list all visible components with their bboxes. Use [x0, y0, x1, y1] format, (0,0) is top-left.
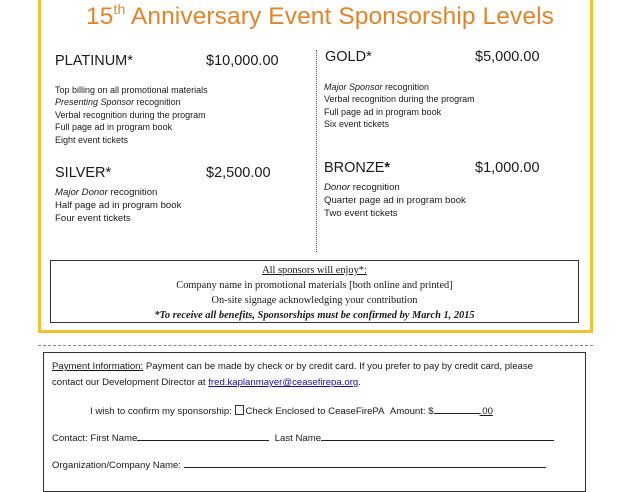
- platinum-price: $10,000.00: [206, 53, 279, 69]
- payment-info-line: Payment Information: Payment can be made by check or by credit card. If you prefer to pay by credit card, please: [52, 361, 533, 372]
- gold-name: GOLD*: [325, 49, 372, 65]
- confirmation-form: [43, 352, 586, 492]
- last-name-field[interactable]: [321, 431, 554, 441]
- all-sponsors-note: *To receive all benefits, Sponsorships must be confirmed by March 1, 2015: [154, 310, 475, 321]
- contact-name-line: Contact: First Name Last Name: [52, 431, 554, 444]
- silver-price: $2,500.00: [206, 165, 271, 181]
- gold-price: $5,000.00: [475, 49, 540, 65]
- bronze-price: $1,000.00: [475, 160, 540, 176]
- confirm-line: I wish to confirm my sponsorship: Check Enclosed to CeaseFirePA Amount: $ .00: [90, 406, 493, 417]
- gold-benefits: Major Sponsor recognition Verbal recognition during the program Full page ad in program book Six event tickets: [324, 82, 475, 130]
- all-sponsors-line2: On-site signage acknowledging your contribution: [211, 295, 418, 306]
- silver-benefits: Major Donor recognition Half page ad in program book Four event tickets: [55, 187, 182, 225]
- all-sponsors-box: [50, 260, 579, 323]
- bronze-name: BRONZE*: [324, 160, 391, 176]
- page-title: 15th Anniversary Event Sponsorship Levels: [86, 1, 554, 31]
- email-link[interactable]: fred.kaplanmayer@ceasefirepa.org: [208, 377, 359, 388]
- amount-field[interactable]: [434, 404, 480, 414]
- all-sponsors-heading: All sponsors will enjoy*:: [262, 265, 367, 276]
- contact-director-line: contact our Development Director at fred.kaplanmayer@ceasefirepa.org.: [52, 377, 361, 388]
- silver-name: SILVER*: [55, 165, 112, 181]
- all-sponsors-line1: Company name in promotional materials [both online and printed]: [176, 280, 453, 291]
- platinum-name: PLATINUM*: [55, 53, 133, 69]
- platinum-benefits: Top billing on all promotional materials Presenting Sponsor recognition Verbal recognition during the program Full page ad in program book Eight event tickets: [55, 85, 208, 145]
- check-enclosed-checkbox[interactable]: [235, 405, 244, 415]
- first-name-field[interactable]: [137, 431, 269, 441]
- cut-line: [38, 345, 593, 346]
- column-divider: [316, 50, 318, 252]
- bronze-benefits: Donor recognition Quarter page ad in program book Two event tickets: [324, 182, 466, 220]
- organization-field[interactable]: [184, 458, 546, 468]
- organization-line: Organization/Company Name:: [52, 458, 546, 471]
